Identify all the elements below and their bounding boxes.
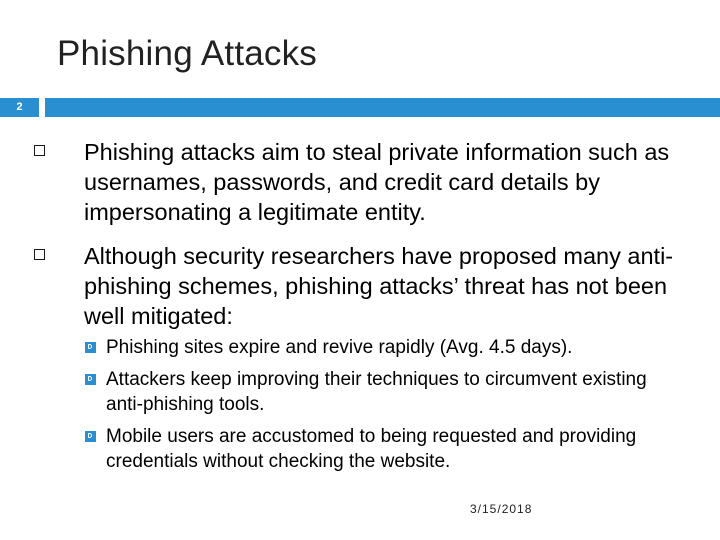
slide-date: 3/15/2018 (470, 502, 533, 516)
blue-square-bullet-icon (85, 342, 96, 353)
blue-square-bullet-icon (85, 374, 96, 385)
bullet-text: Phishing attacks aim to steal private information such as usernames, passwords, and credit card details by impersonating a legitimate entity. (84, 139, 670, 225)
sub-bullet-item (106, 367, 686, 417)
slide-title: Phishing Attacks (57, 34, 318, 73)
sub-bullet-text: Attackers keep improving their techniques to circumvent existing anti-phishing tools. (106, 369, 647, 415)
bullet-item (84, 137, 684, 227)
bullet-text: Although security researchers have proposed many anti-phishing schemes, phishing attacks’ threat has not been well mitigated: (84, 243, 674, 329)
sub-bullet-item (106, 335, 686, 360)
sub-bullet-text: Mobile users are accustomed to being requested and providing credentials without checking the website. (106, 426, 637, 472)
slide-number: 2 (16, 101, 23, 113)
bullet-item (84, 241, 684, 331)
sub-bullet-item (106, 424, 686, 474)
sub-bullet-text: Phishing sites expire and revive rapidly (Avg. 4.5 days). (106, 337, 573, 358)
hollow-square-bullet-icon (34, 249, 45, 260)
hollow-square-bullet-icon (34, 145, 45, 156)
blue-square-bullet-icon (85, 431, 96, 442)
